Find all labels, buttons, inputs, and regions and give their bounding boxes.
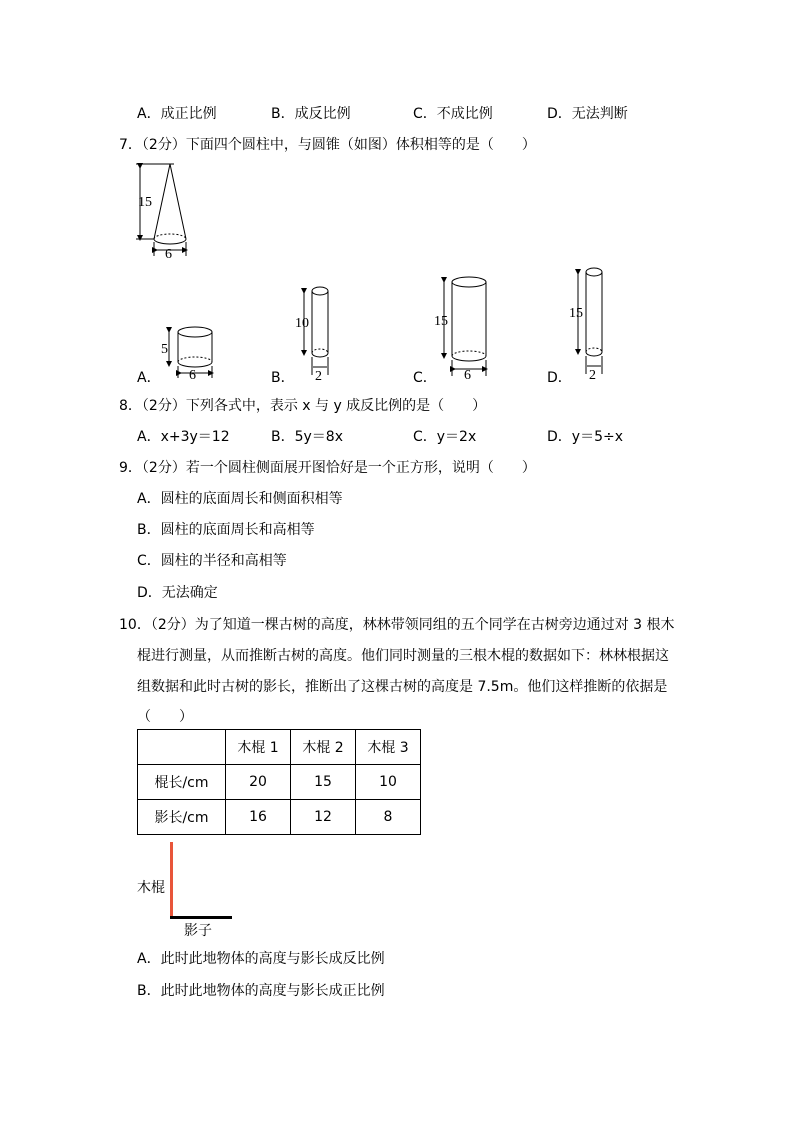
q8-stem: 8．（2分）下列各式中，表示 x 与 y 成反比例的是（ ） xyxy=(119,398,487,414)
table-cell: 20 xyxy=(226,765,291,800)
q9-option-c: C．圆柱的半径和高相等 xyxy=(137,553,287,569)
q8-option-b: B．5y＝8x xyxy=(271,429,343,445)
cone-figure xyxy=(130,158,200,263)
q6-option-c: C．不成比例 xyxy=(413,106,493,122)
cone-diameter-label: 6 xyxy=(165,247,172,262)
q9-option-b: B．圆柱的底面周长和高相等 xyxy=(137,522,315,538)
q6-option-d: D．无法判断 xyxy=(547,106,628,122)
q10-stem-line-3: 组数据和此时古树的影长，推断出了这棵古树的高度是 7.5m。他们这样推断的依据是 xyxy=(137,679,668,695)
q9-option-d: D．无法确定 xyxy=(137,585,218,601)
table-header-row xyxy=(138,730,421,765)
q6-option-b: B．成反比例 xyxy=(271,106,351,122)
q10-option-b: B．此时此地物体的高度与影长成正比例 xyxy=(137,983,385,999)
table-cell: 16 xyxy=(226,800,291,835)
table-row-label: 影长/cm xyxy=(138,800,226,835)
q6-option-a: A．成正比例 xyxy=(137,106,217,122)
q8-option-d: D．y＝5÷x xyxy=(547,429,623,445)
cylinder-b-figure xyxy=(292,283,342,383)
cylinder-c-diameter: 6 xyxy=(464,368,471,382)
q9-option-a: A．圆柱的底面周长和侧面积相等 xyxy=(137,491,343,507)
cylinder-b-diameter: 2 xyxy=(315,369,322,383)
q9-stem: 9．（2分）若一个圆柱侧面展开图恰好是一个正方形，说明（ ） xyxy=(119,460,536,476)
cylinder-b-height: 10 xyxy=(295,316,309,331)
stick-data-table xyxy=(137,729,421,835)
stick-line xyxy=(170,842,173,918)
q7-option-a: A． xyxy=(137,370,161,386)
cylinder-c-height: 15 xyxy=(434,314,448,329)
table-row xyxy=(138,800,421,835)
shadow-label: 影子 xyxy=(184,923,212,939)
cylinder-a-figure xyxy=(155,322,225,382)
table-cell: 12 xyxy=(291,800,356,835)
cone-height-label: 15 xyxy=(138,195,152,210)
cylinder-d-figure xyxy=(566,264,616,382)
q10-stem-line-4: （ ） xyxy=(137,709,193,725)
q8-option-c: C．y＝2x xyxy=(413,429,477,445)
cylinder-a-diameter: 6 xyxy=(189,368,196,382)
table-row xyxy=(138,765,421,800)
table-header-cell xyxy=(138,730,226,765)
shadow-line xyxy=(170,916,232,919)
table-cell: 10 xyxy=(356,765,421,800)
table-cell: 15 xyxy=(291,765,356,800)
cylinder-d-height: 15 xyxy=(569,306,583,321)
q7-option-b: B． xyxy=(271,370,295,386)
q8-option-a: A．x+3y＝12 xyxy=(137,429,230,445)
stick-label: 木棍 xyxy=(137,880,165,896)
q10-stem-line-1: 10．（2分）为了知道一棵古树的高度，林林带领同组的五个同学在古树旁边通过对 3 根木 xyxy=(119,617,675,633)
cylinder-d-diameter: 2 xyxy=(589,368,596,382)
q7-stem: 7．（2分）下面四个圆柱中，与圆锥（如图）体积相等的是（ ） xyxy=(119,137,536,153)
table-cell: 8 xyxy=(356,800,421,835)
cylinder-a-height: 5 xyxy=(161,342,168,357)
q7-option-c: C． xyxy=(413,370,437,386)
table-row-label: 棍长/cm xyxy=(138,765,226,800)
table-header-cell: 木棍 1 xyxy=(226,730,291,765)
q10-option-a: A．此时此地物体的高度与影长成反比例 xyxy=(137,951,385,967)
q10-stem-line-2: 棍进行测量，从而推断古树的高度。他们同时测量的三根木棍的数据如下：林林根据这 xyxy=(137,648,669,664)
table-header-cell: 木棍 2 xyxy=(291,730,356,765)
table-header-cell: 木棍 3 xyxy=(356,730,421,765)
cylinder-c-figure xyxy=(430,272,500,382)
q7-option-d: D． xyxy=(547,370,572,386)
